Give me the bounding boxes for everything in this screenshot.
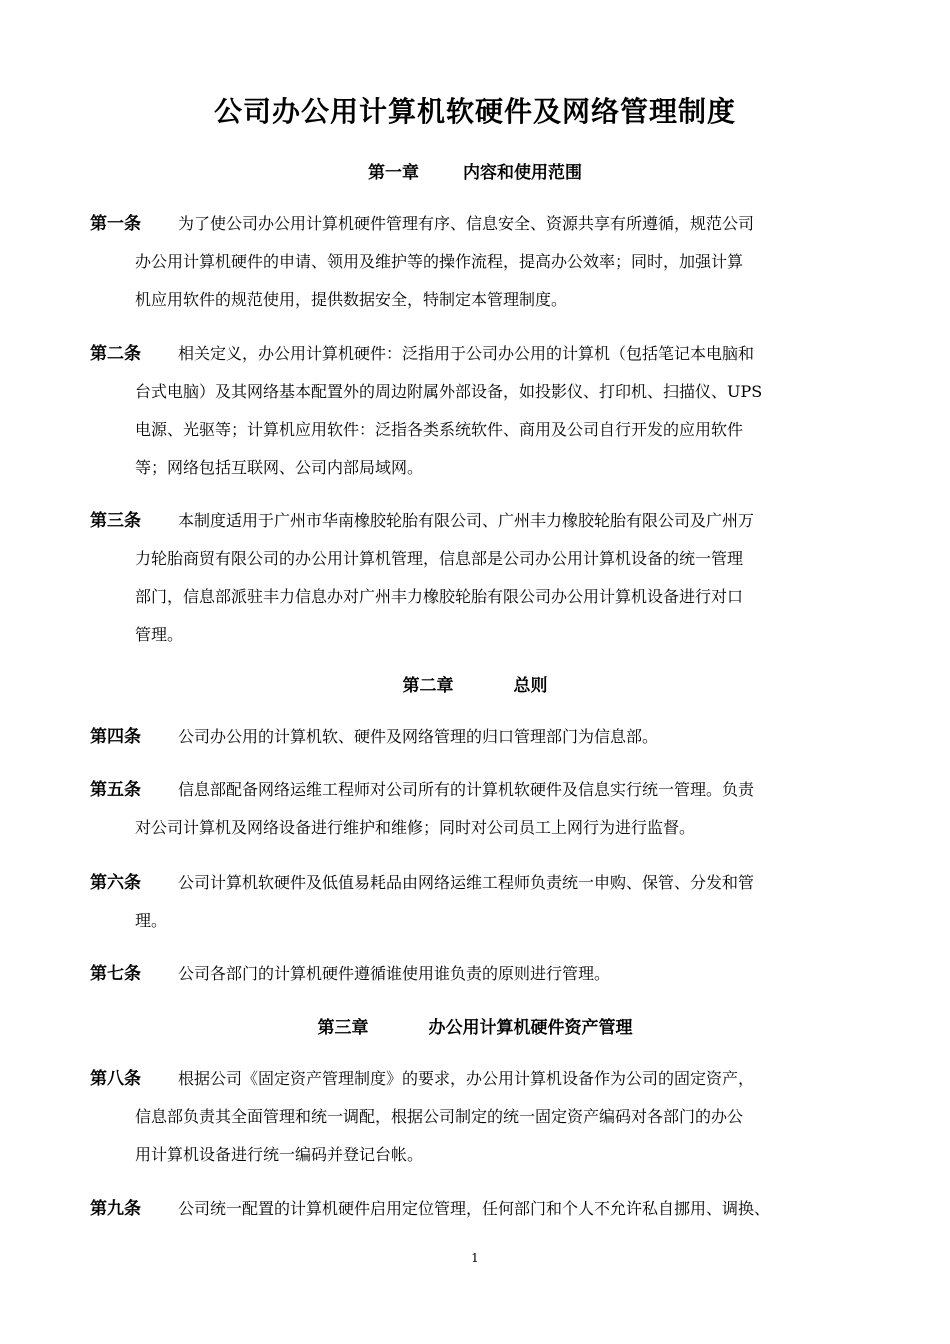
article-label: 第九条 bbox=[90, 1199, 141, 1219]
chapter-number: 第一章 bbox=[368, 163, 419, 183]
article-label: 第五条 bbox=[90, 780, 141, 800]
article-6 bbox=[90, 864, 860, 940]
article-line: 本制度适用于广州市华南橡胶轮胎有限公司、广州丰力橡胶轮胎有限公司及广州万 bbox=[178, 511, 755, 530]
chapter-name: 办公用计算机硬件资产管理 bbox=[428, 1018, 633, 1038]
article-line: 机应用软件的规范使用，提供数据安全，特制定本管理制度。 bbox=[135, 290, 568, 309]
chapter-heading-2 bbox=[0, 674, 950, 698]
article-line: 公司计算机软硬件及低值易耗品由网络运维工程师负责统一申购、保管、分发和管 bbox=[178, 873, 755, 892]
article-5 bbox=[90, 771, 860, 847]
chapter-name: 总则 bbox=[513, 676, 548, 696]
article-label: 第一条 bbox=[90, 214, 141, 234]
article-line: 为了使公司办公用计算机硬件管理有序、信息安全、资源共享有所遵循，规范公司 bbox=[178, 214, 755, 233]
article-9 bbox=[90, 1190, 860, 1228]
article-line: 根据公司《固定资产管理制度》的要求，办公用计算机设备作为公司的固定资产， bbox=[178, 1069, 755, 1088]
article-line: 办公用计算机硬件的申请、领用及维护等的操作流程，提高办公效率；同时，加强计算 bbox=[135, 252, 744, 271]
article-line: 力轮胎商贸有限公司的办公用计算机管理，信息部是公司办公用计算机设备的统一管理 bbox=[135, 549, 744, 568]
chapter-number: 第二章 bbox=[402, 676, 454, 696]
article-line: 管理。 bbox=[135, 625, 184, 644]
article-4 bbox=[90, 718, 860, 756]
article-line: 公司各部门的计算机硬件遵循谁使用谁负责的原则进行管理。 bbox=[178, 964, 611, 983]
article-line: 理。 bbox=[135, 911, 168, 930]
article-line: 信息部负责其全面管理和统一调配，根据公司制定的统一固定资产编码对各部门的办公 bbox=[135, 1107, 744, 1126]
article-line: 部门，信息部派驻丰力信息办对广州丰力橡胶轮胎有限公司办公用计算机设备进行对口 bbox=[135, 587, 744, 606]
article-line: 等；网络包括互联网、公司内部局域网。 bbox=[135, 458, 424, 477]
article-line: 台式电脑）及其网络基本配置外的周边附属外部设备，如投影仪、打印机、扫描仪、UPS bbox=[135, 382, 763, 401]
article-line: 用计算机设备进行统一编码并登记台帐。 bbox=[135, 1145, 424, 1164]
article-line: 公司统一配置的计算机硬件启用定位管理，任何部门和个人不允许私自挪用、调换、 bbox=[178, 1199, 771, 1218]
article-label: 第二条 bbox=[90, 344, 141, 364]
chapter-heading-3 bbox=[0, 1016, 950, 1040]
page-number: 1 bbox=[471, 1251, 479, 1265]
article-3 bbox=[90, 502, 860, 654]
article-label: 第八条 bbox=[90, 1069, 141, 1089]
chapter-name: 内容和使用范围 bbox=[463, 163, 582, 183]
article-line: 信息部配备网络运维工程师对公司所有的计算机软硬件及信息实行统一管理。负责 bbox=[178, 780, 755, 799]
article-1 bbox=[90, 205, 860, 319]
article-line: 对公司计算机及网络设备进行维护和维修；同时对公司员工上网行为进行监督。 bbox=[135, 818, 696, 837]
article-label: 第六条 bbox=[90, 873, 141, 893]
document-title: 公司办公用计算机软硬件及网络管理制度 bbox=[213, 95, 736, 128]
article-8 bbox=[90, 1060, 860, 1174]
article-line: 电源、光驱等；计算机应用软件：泛指各类系统软件、商用及公司自行开发的应用软件 bbox=[135, 420, 744, 439]
article-line: 相关定义，办公用计算机硬件：泛指用于公司办公用的计算机（包括笔记本电脑和 bbox=[178, 344, 755, 363]
article-line: 公司办公用的计算机软、硬件及网络管理的归口管理部门为信息部。 bbox=[178, 727, 659, 746]
chapter-number: 第三章 bbox=[317, 1018, 369, 1038]
article-label: 第七条 bbox=[90, 964, 141, 984]
article-label: 第三条 bbox=[90, 511, 141, 531]
article-2 bbox=[90, 335, 860, 487]
chapter-heading-1 bbox=[0, 161, 950, 185]
article-7 bbox=[90, 955, 860, 993]
article-label: 第四条 bbox=[90, 727, 141, 747]
